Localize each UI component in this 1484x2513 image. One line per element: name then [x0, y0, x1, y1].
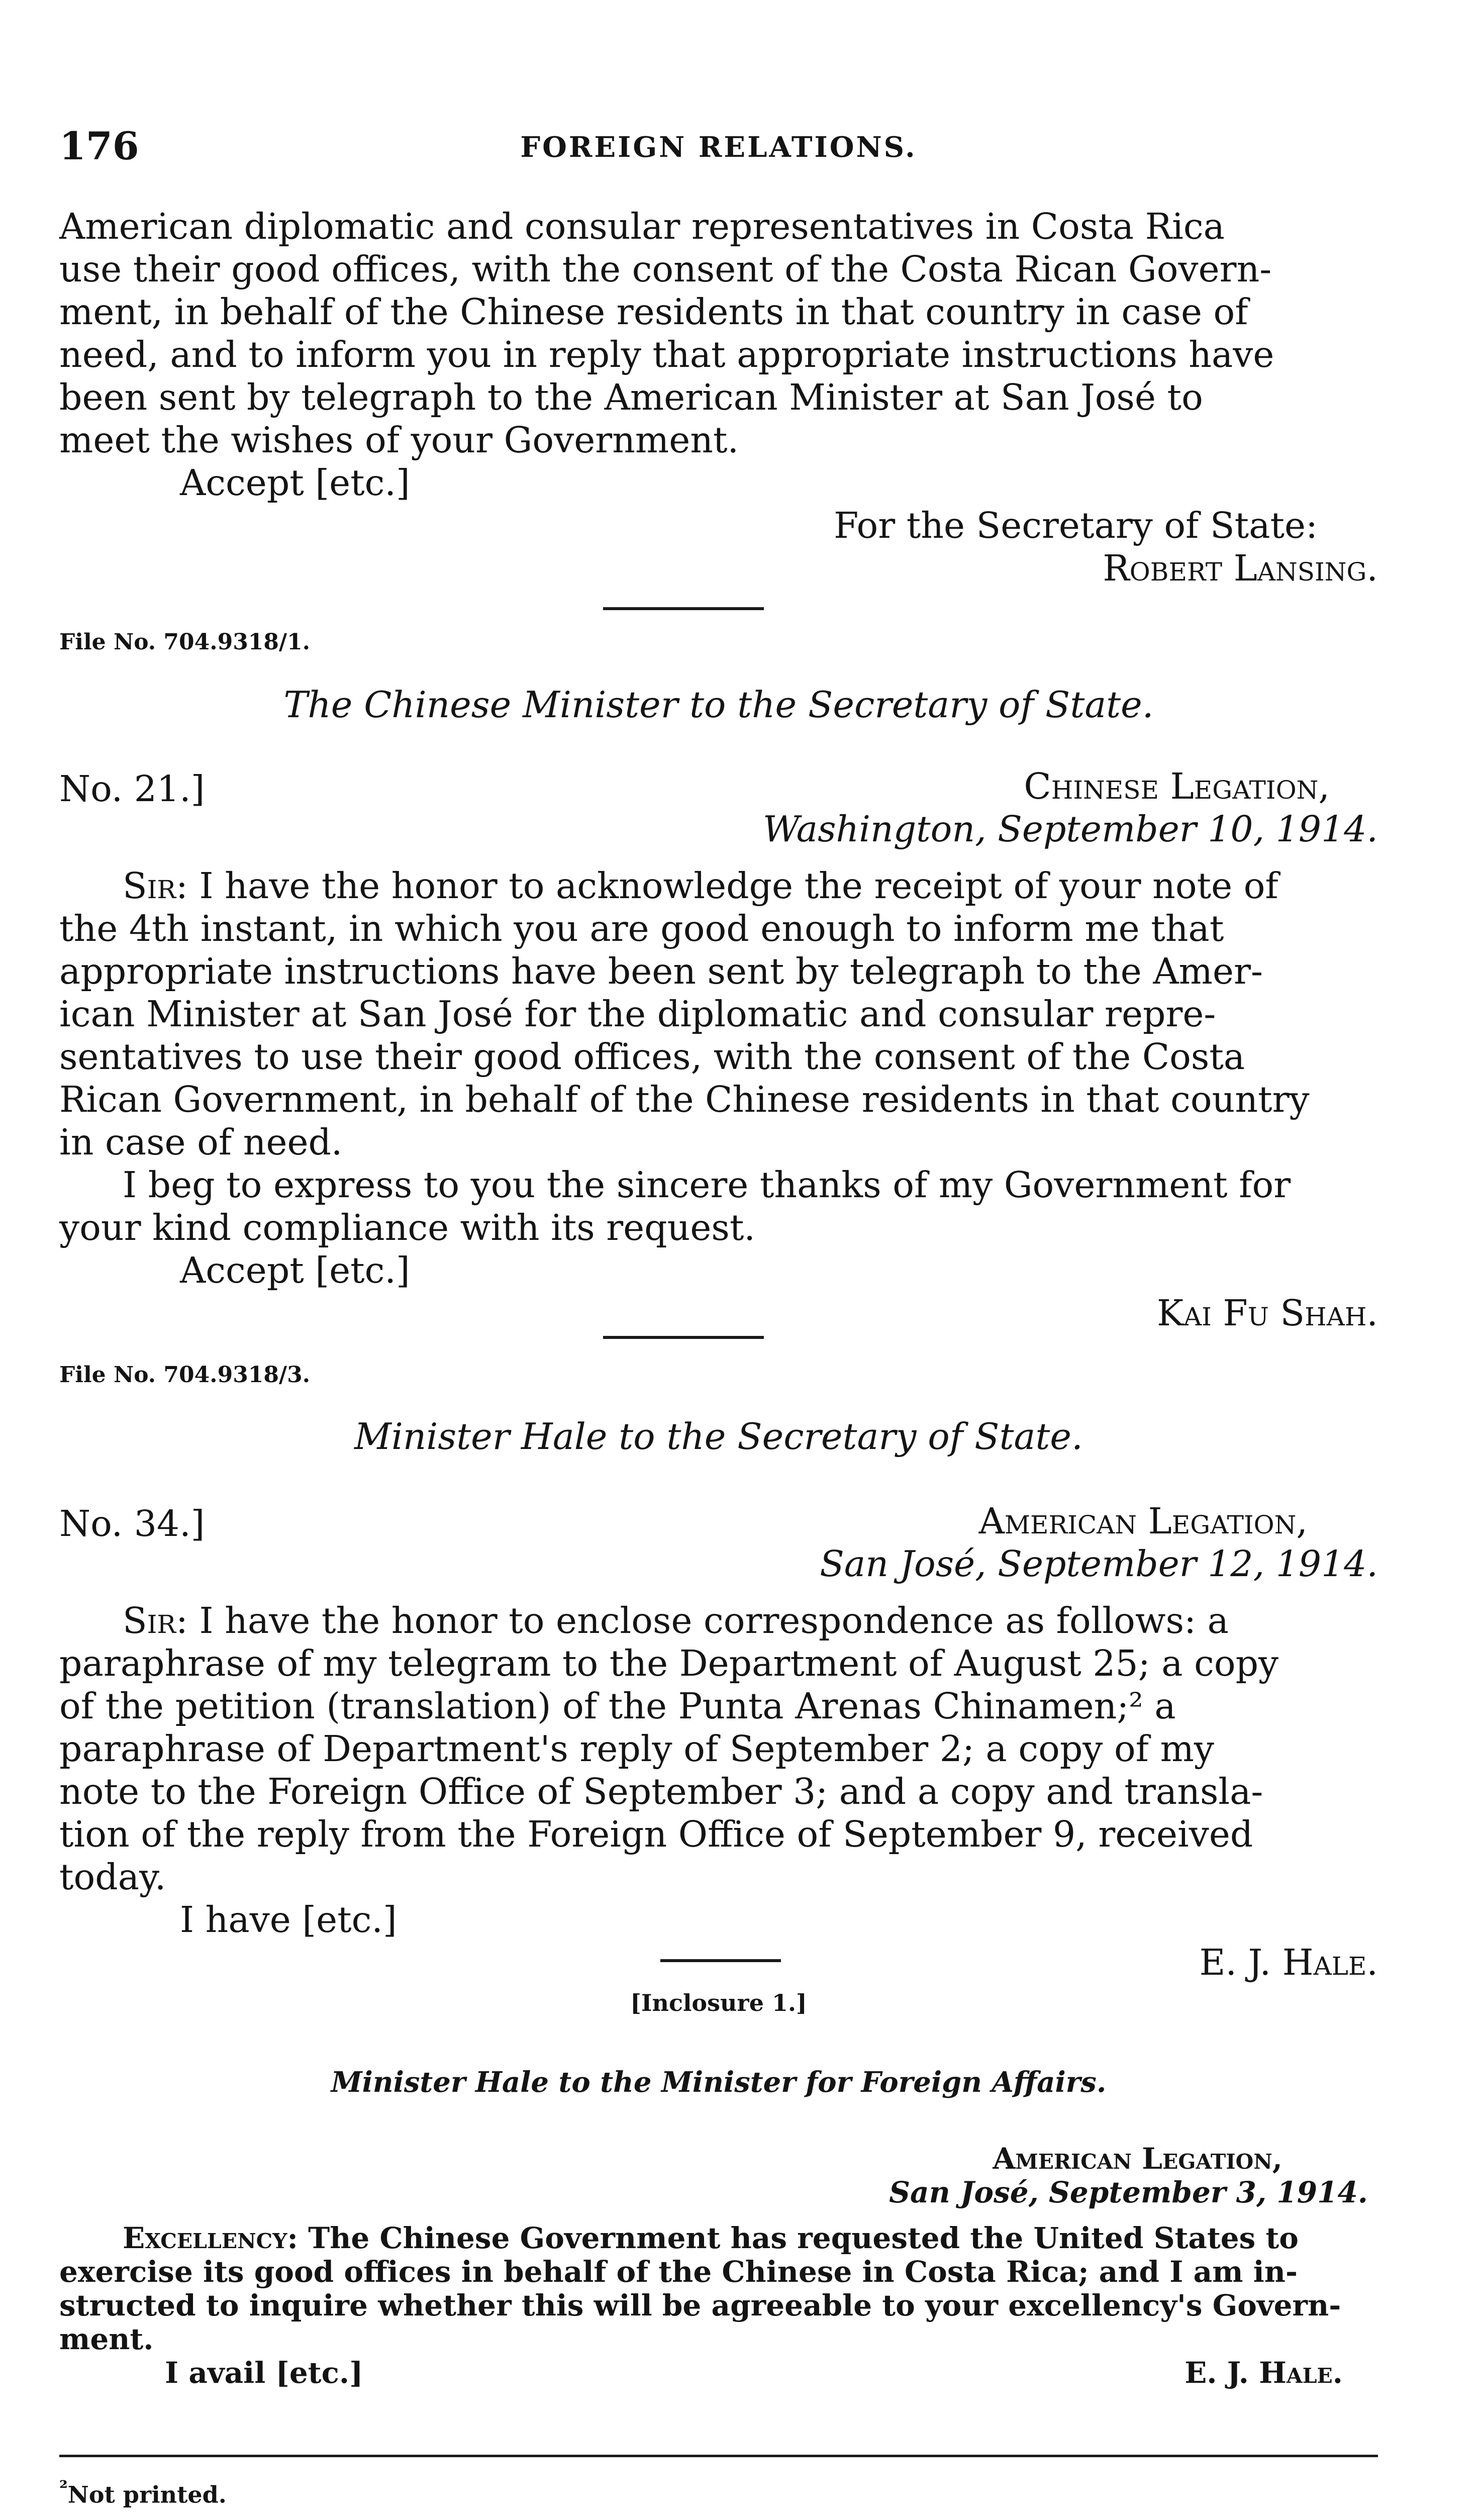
- closing-row: [59, 2356, 1378, 2391]
- text-line: need, and to inform you in reply that appropriate instructions have: [59, 334, 1274, 375]
- inclosure-letter: [59, 2142, 1378, 2391]
- letter-continuation: [59, 205, 1378, 590]
- legation-line: Chinese Legation,: [1024, 765, 1330, 807]
- text-line: use their good offices, with the consent of the Costa Rican Govern-: [59, 248, 1272, 290]
- text-line: paraphrase of Department's reply of September 2; a copy of my: [59, 1728, 1215, 1770]
- text-line: structed to inquire whether this will be agreeable to your excellency's Govern-: [59, 2288, 1341, 2323]
- closing-line: I avail [etc.]: [165, 2356, 363, 2390]
- document-number: No. 34.]: [59, 1503, 205, 1544]
- text-line: ment, in behalf of the Chinese residents in that country in case of: [59, 291, 1248, 333]
- signature: Robert Lansing.: [1103, 547, 1378, 589]
- signature: E. J. Hale.: [1199, 1942, 1378, 1983]
- text-line: Excellency: The Chinese Government has requested the United States to: [123, 2221, 1299, 2255]
- file-number: File No. 704.9318/1.: [59, 629, 311, 655]
- signature: E. J. Hale.: [1184, 2356, 1343, 2390]
- salutation: Sir:: [123, 1600, 188, 1641]
- text-line: ican Minister at San José for the diplomatic and consular repre-: [59, 993, 1216, 1035]
- section-divider: [603, 1336, 764, 1339]
- footnote: [59, 2477, 227, 2508]
- inclosure-heading: Minister Hale to the Minister for Foreign Affairs.: [331, 2066, 1107, 2099]
- text-line: tion of the reply from the Foreign Office of September 9, received: [59, 1813, 1253, 1855]
- text-line: ment.: [59, 2322, 154, 2356]
- section-divider: [603, 607, 764, 610]
- text-line: sentatives to use their good offices, with the consent of the Costa: [59, 1036, 1245, 1078]
- document-heading: The Chinese Minister to the Secretary of State.: [283, 684, 1154, 726]
- letter-minister-hale: [59, 1500, 1378, 1984]
- section-divider: [660, 1959, 781, 1962]
- salutation: Sir:: [123, 865, 188, 907]
- document-heading: Minister Hale to the Secretary of State.: [354, 1415, 1083, 1458]
- page-number: 176: [59, 124, 139, 168]
- place-date-line: San José, September 12, 1914.: [820, 1543, 1378, 1585]
- running-head: [59, 124, 1378, 174]
- legation-line: American Legation,: [993, 2142, 1282, 2176]
- footnote-rule: [59, 2455, 1378, 2457]
- text-line: note to the Foreign Office of September 3; and a copy and transla-: [59, 1771, 1263, 1812]
- signature: Kai Fu Shah.: [1157, 1292, 1378, 1334]
- text-line: Sir: I have the honor to acknowledge the receipt of your note of: [123, 865, 1278, 907]
- text-line: Rican Government, in behalf of the Chinese residents in that country: [59, 1079, 1310, 1120]
- place-date-line: Washington, September 10, 1914.: [762, 808, 1378, 850]
- closing-line: I have [etc.]: [180, 1899, 397, 1941]
- accept-line: Accept [etc.]: [180, 1249, 410, 1291]
- running-title: FOREIGN RELATIONS.: [520, 131, 917, 164]
- legation-line: American Legation,: [978, 1500, 1308, 1542]
- text-line: exercise its good offices in behalf of the Chinese in Costa Rica; and I am in-: [59, 2255, 1298, 2289]
- place-date-line: San José, September 3, 1914.: [889, 2175, 1368, 2209]
- document-number: No. 21.]: [59, 768, 205, 810]
- accept-line: Accept [etc.]: [180, 462, 410, 504]
- footnote-text: Not printed.: [67, 2481, 227, 2508]
- for-secretary-line: For the Secretary of State:: [834, 505, 1318, 546]
- text-line: been sent by telegraph to the American Minister at San José to: [59, 376, 1203, 418]
- text-line: the 4th instant, in which you are good enough to inform me that: [59, 908, 1224, 949]
- text-line: appropriate instructions have been sent by telegraph to the Amer-: [59, 950, 1263, 992]
- text-line: American diplomatic and consular representatives in Costa Rica: [59, 206, 1225, 247]
- text-line: in case of need.: [59, 1121, 343, 1163]
- text-line: I beg to express to you the sincere thanks of my Government for: [123, 1164, 1291, 1206]
- letter-chinese-minister: [59, 765, 1378, 1334]
- text-line: today.: [59, 1856, 166, 1898]
- file-number: File No. 704.9318/3.: [59, 1362, 311, 1388]
- salutation: Excellency:: [123, 2221, 298, 2255]
- document-page: [59, 0, 1378, 2513]
- text-line: paraphrase of my telegram to the Department of August 25; a copy: [59, 1642, 1279, 1684]
- text-line: meet the wishes of your Government.: [59, 419, 739, 461]
- text-line: of the petition (translation) of the Punta Arenas Chinamen;² a: [59, 1685, 1176, 1727]
- text-line: Sir: I have the honor to enclose correspondence as follows: a: [123, 1600, 1229, 1641]
- inclosure-label: [Inclosure 1.]: [630, 1989, 807, 2016]
- footnote-marker: ²: [59, 2477, 68, 2499]
- text-line: your kind compliance with its request.: [59, 1207, 755, 1248]
